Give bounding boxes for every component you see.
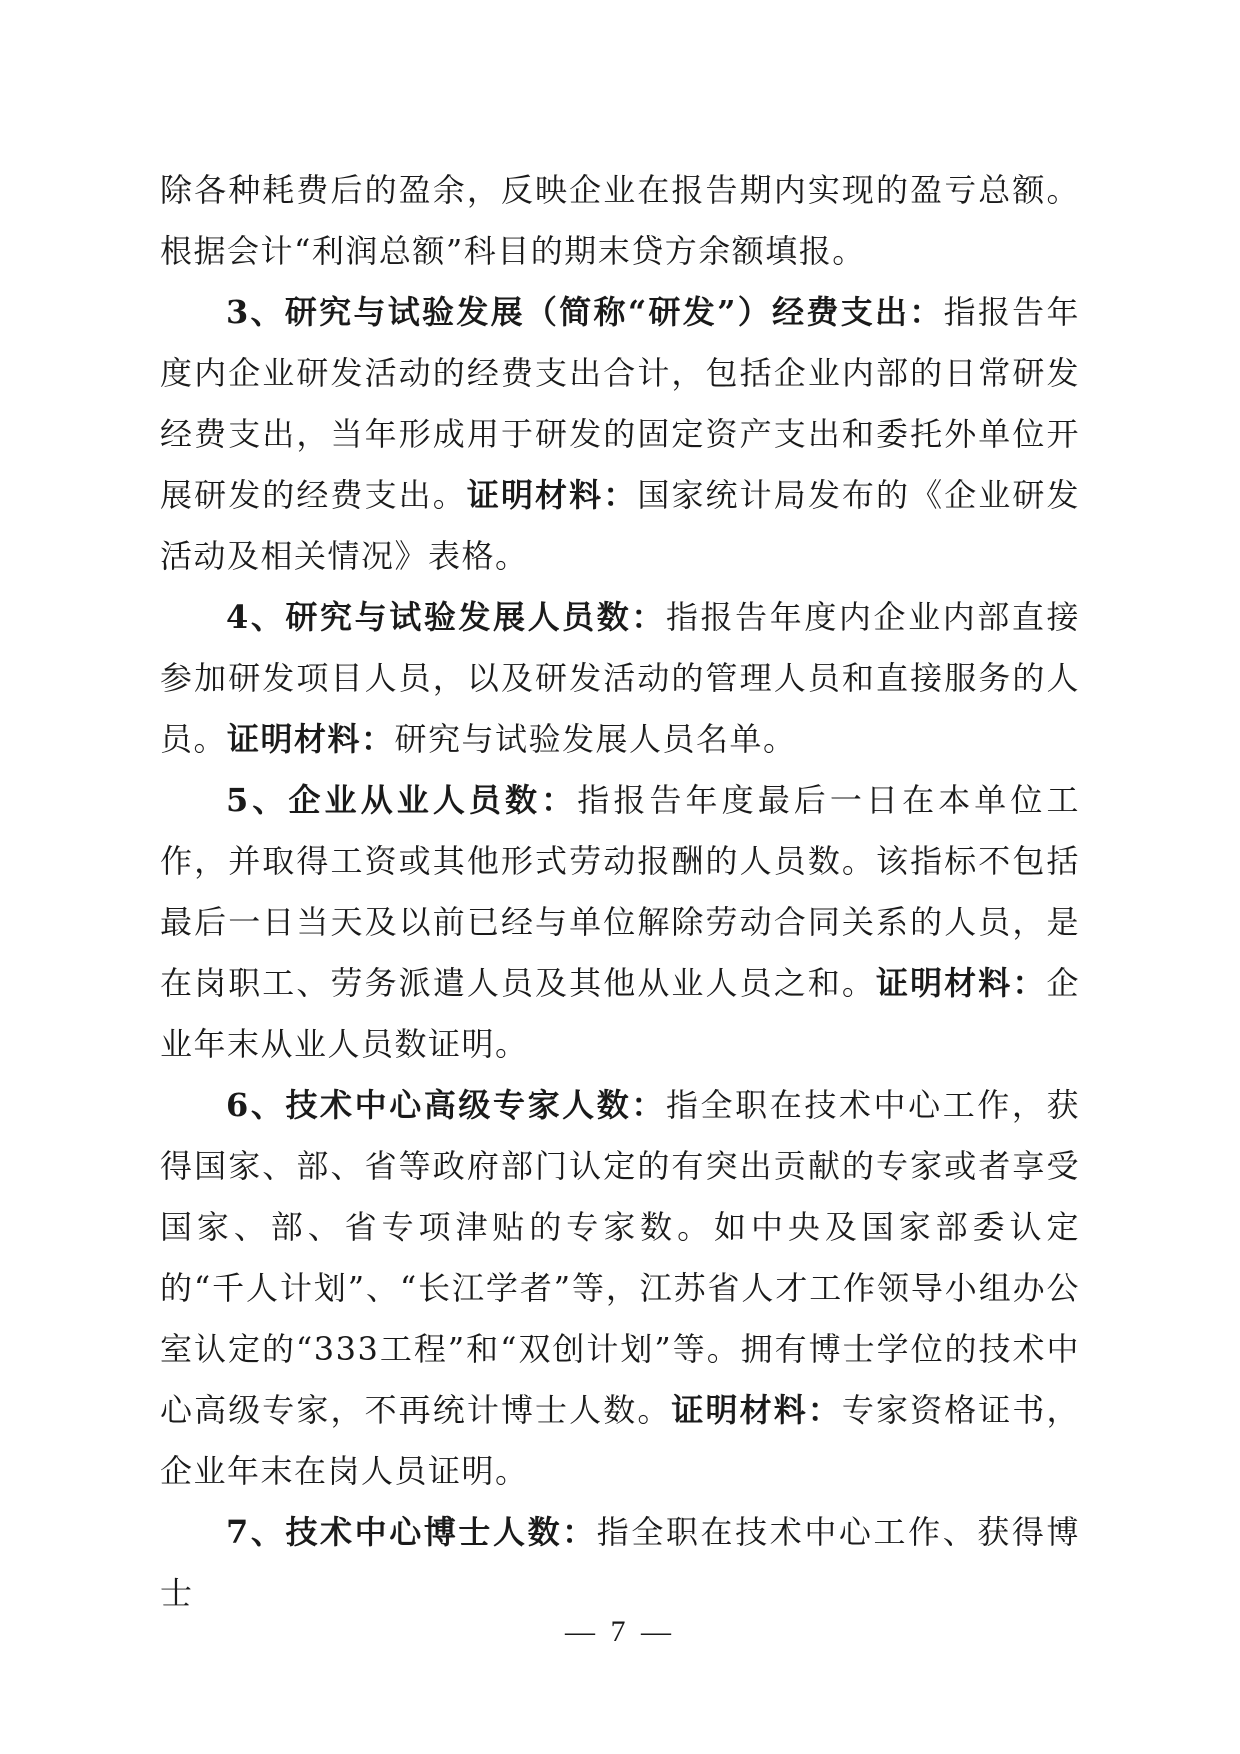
- paragraph-item-3: [160, 282, 1080, 587]
- text-run: 指报告年度内企业内部直接参加研发项目人员，以及研发活动的管理人员和直接服务的人员。: [160, 598, 1080, 758]
- text-run: 指全职在技术中心工作、获得博士: [160, 1513, 1080, 1612]
- item-heading: 4、研究与试验发展人员数：: [226, 598, 666, 636]
- text-run: 除各种耗费后的盈余，反映企业在报告期内实现的盈亏总额。根据会计“利润总额”科目的期末贷方余额填报。: [160, 171, 1080, 270]
- item-heading: 7、技术中心博士人数：: [226, 1513, 597, 1551]
- evidence-label: 证明材料：: [875, 964, 1047, 1002]
- paragraph-item-7: [160, 1502, 1080, 1624]
- text-run: 指全职在技术中心工作，获得国家、部、省等政府部门认定的有突出贡献的专家或者享受国家、部、省专项津贴的专家数。如中央及国家部委认定的“千人计划”、“长江学者”等，江苏省人才工作领导小组办公室认定的“333工程”和“双创计划”等。拥有博士学位的技术中心高级专家，不再统计博士人数。: [160, 1086, 1080, 1429]
- text-run: 指报告年度最后一日在本单位工作，并取得工资或其他形式劳动报酬的人员数。该指标不包括最后一日当天及以前已经与单位解除劳动合同关系的人员，是在岗职工、劳务派遣人员及其他从业人员之和。: [160, 781, 1080, 1002]
- paragraph-item-4: [160, 587, 1080, 770]
- text-run: 国家统计局发布的《企业研发活动及相关情况》表格。: [160, 476, 1080, 575]
- evidence-label: 证明材料：: [671, 1391, 842, 1429]
- text-run: 指报告年度内企业研发活动的经费支出合计，包括企业内部的日常研发经费支出，当年形成用于研发的固定资产支出和委托外单位开展研发的经费支出。: [160, 293, 1080, 514]
- text-run: 研究与试验发展人员名单。: [394, 720, 797, 758]
- evidence-label: 证明材料：: [466, 476, 638, 514]
- paragraph-item-5: [160, 770, 1080, 1075]
- page-number: — 7 —: [565, 1615, 675, 1648]
- document-body: [160, 160, 1080, 1624]
- text-run: 企业年末从业人员数证明。: [160, 964, 1080, 1063]
- text-run: 专家资格证书，企业年末在岗人员证明。: [160, 1391, 1080, 1490]
- paragraph-item-6: [160, 1075, 1080, 1502]
- evidence-label: 证明材料：: [227, 720, 395, 758]
- item-heading: 5、企业从业人员数：: [226, 781, 578, 819]
- item-heading: 3、研究与试验发展（简称“研发”）经费支出：: [226, 293, 944, 331]
- item-heading: 6、技术中心高级专家人数：: [226, 1086, 666, 1124]
- paragraph-continuation: [160, 160, 1080, 282]
